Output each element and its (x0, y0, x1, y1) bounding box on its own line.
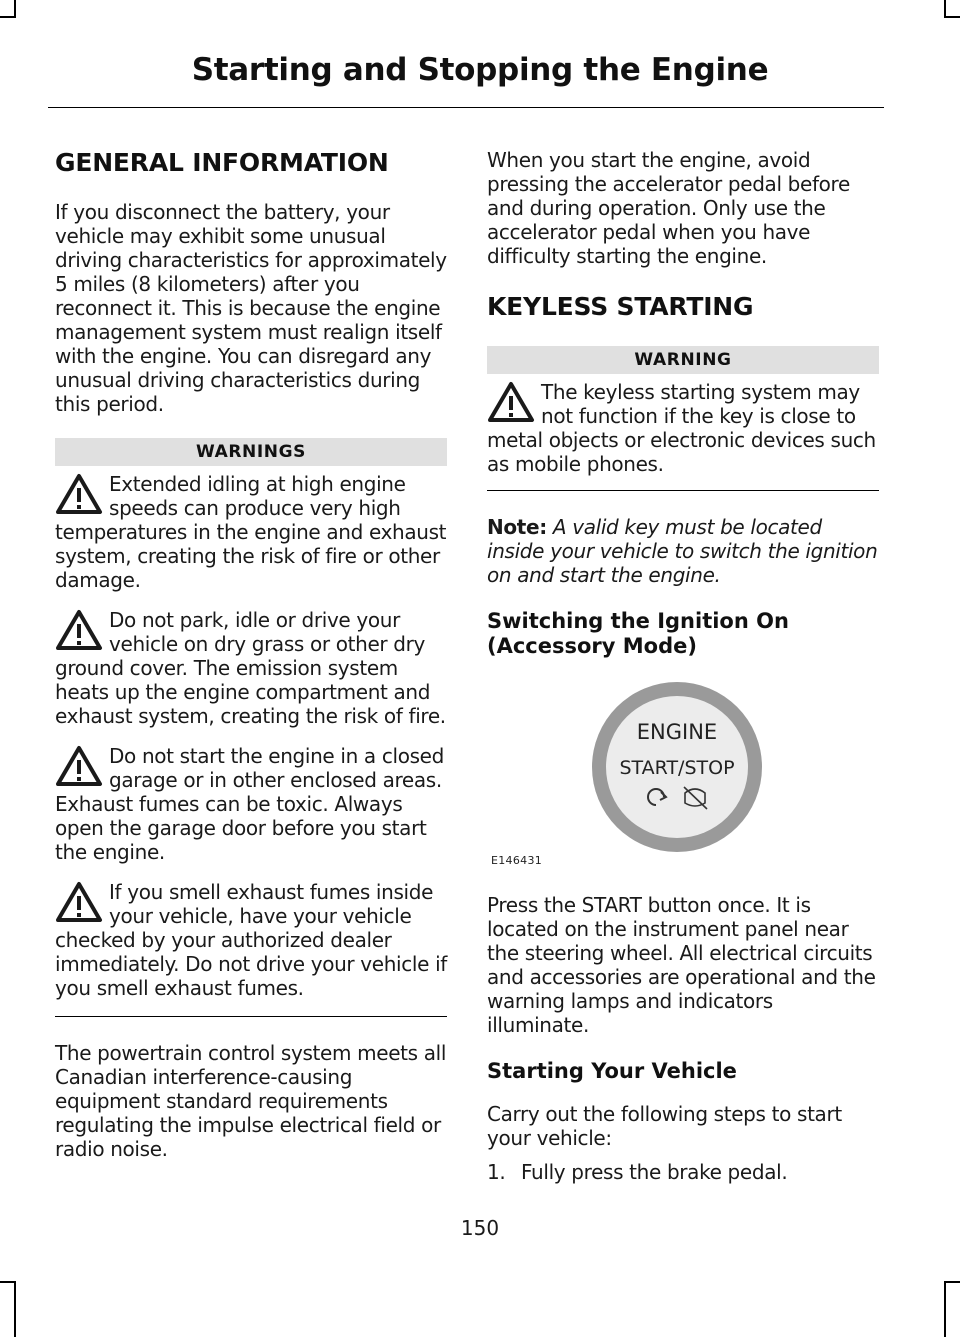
engine-start-stop-figure (487, 675, 879, 873)
crop-mark (14, 1281, 16, 1337)
header-rule (48, 107, 884, 108)
crop-mark (944, 1281, 960, 1283)
warning-item (55, 608, 447, 728)
page-title: Starting and Stopping the Engine (191, 52, 769, 88)
warning-text: Extended idling at high engine speeds can produce very high temperatures in the engine and exhaust system, creating the risk of fire or other damage. (55, 472, 447, 592)
step-text: Fully press the brake pedal. (521, 1160, 788, 1184)
engine-start-stop-button-icon (589, 679, 765, 855)
warning-triangle-icon (487, 380, 535, 424)
page-number: 150 (460, 1216, 500, 1240)
left-column (55, 148, 447, 1183)
note-label: Note: (487, 515, 547, 539)
warning-text: Do not start the engine in a closed garage or in other enclosed areas. Exhaust fumes can be toxic. Always open the garage door before you start the engine. (55, 744, 444, 864)
crop-mark (944, 16, 960, 18)
warning-end-rule (487, 490, 879, 491)
section-heading-general-information: GENERAL INFORMATION (55, 148, 389, 177)
subheading-starting-your-vehicle: Starting Your Vehicle (487, 1059, 737, 1083)
warning-item (55, 880, 447, 1000)
start-stop-label: START/STOP (619, 757, 735, 779)
press-start-paragraph: Press the START button once. It is located on the instrument panel near the steering wheel. All electrical circuits and accessories are operational and the warning lamps and indicators illuminate. (487, 893, 876, 1037)
warning-triangle-icon (55, 880, 103, 924)
warnings-title-bar: WARNINGS (55, 438, 447, 466)
warnings-end-rule (55, 1016, 447, 1017)
warning-text: The keyless starting system may not function if the key is close to metal objects or electronic devices such as mobile phones. (487, 380, 876, 476)
warning-text: Do not park, idle or drive your vehicle on dry grass or other dry ground cover. The emission system heats up the engine compartment and exhaust system, creating the risk of fire. (55, 608, 446, 728)
warning-title-bar: WARNING (487, 346, 879, 374)
warning-text: If you smell exhaust fumes inside your vehicle, have your vehicle checked by your authorized dealer immediately. Do not drive your vehicle if you smell exhaust fumes. (55, 880, 447, 1000)
warning-item (487, 380, 879, 476)
warning-item (55, 472, 447, 592)
subheading-accessory-mode: Switching the Ignition On (Accessory Mode) (487, 609, 789, 658)
powertrain-paragraph: The powertrain control system meets all Canadian interference-causing equipment standard requirements regulating the impulse electrical field or radio noise. (55, 1041, 447, 1161)
figure-code: E146431 (491, 854, 543, 867)
note-text: A valid key must be located inside your vehicle to switch the ignition on and start the engine. (487, 515, 878, 587)
general-info-paragraph: If you disconnect the battery, your vehicle may exhibit some unusual driving characteristics for approximately 5 miles (8 kilometers) after you reconnect it. This is because the engine management system must realign itself with the engine. You can disregard any unusual driving characteristics during this period. (55, 200, 447, 416)
note-paragraph (487, 515, 879, 587)
steps-intro: Carry out the following steps to start your vehicle: (487, 1102, 842, 1150)
warning-item (55, 744, 447, 864)
engine-label: ENGINE (636, 720, 718, 744)
accelerator-paragraph: When you start the engine, avoid pressing the accelerator pedal before and during operation. Only use the accelerator pedal when you have difficulty starting the engine. (487, 148, 850, 268)
section-heading-keyless-starting: KEYLESS STARTING (487, 292, 754, 321)
warning-triangle-icon (55, 472, 103, 516)
crop-mark (0, 1281, 16, 1283)
crop-mark (944, 1281, 946, 1337)
step-item (487, 1160, 879, 1184)
crop-mark (0, 16, 16, 18)
warning-triangle-icon (55, 744, 103, 788)
warning-triangle-icon (55, 608, 103, 652)
right-column (487, 148, 879, 1184)
step-number: 1. (487, 1160, 506, 1184)
steps-list (487, 1160, 879, 1184)
